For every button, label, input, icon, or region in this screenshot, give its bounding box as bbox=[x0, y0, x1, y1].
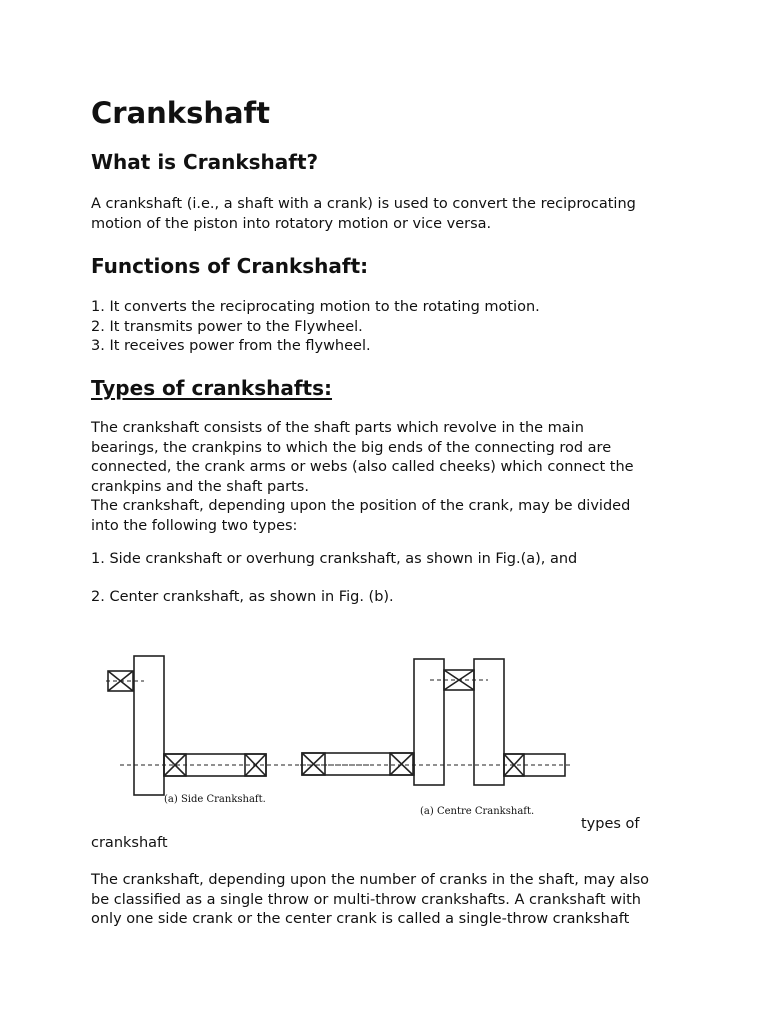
crankshaft-types-figure bbox=[100, 650, 580, 820]
list-item: 1. It converts the reciprocating motion to the rotating motion. bbox=[91, 299, 540, 315]
text-line: crankpins and the shaft parts. bbox=[91, 478, 309, 495]
text-line: only one side crank or the center crank is called a single-throw crankshaft bbox=[91, 911, 630, 927]
text-line: into the following two types: bbox=[91, 517, 298, 534]
text-line: motion of the piston into rotatory motion or vice versa. bbox=[91, 215, 492, 232]
text-line: bearings, the crankpins to which the big ends of the connecting rod are bbox=[91, 439, 612, 456]
paragraph-types bbox=[91, 419, 634, 536]
text-line: be classified as a single throw or multi-throw crankshafts. A crankshaft with bbox=[91, 891, 641, 908]
heading-types: Types of crankshafts: bbox=[91, 376, 333, 400]
heading-functions: Functions of Crankshaft: bbox=[91, 254, 369, 278]
figure-caption-centre: (a) Centre Crankshaft. bbox=[420, 806, 535, 817]
functions-list bbox=[91, 298, 540, 357]
figure-alt-text-line1: types of bbox=[581, 816, 640, 832]
text-line: The crankshaft consists of the shaft parts which revolve in the main bbox=[91, 420, 584, 436]
text-line: The crankshaft, depending upon the position of the crank, may be divided bbox=[91, 498, 631, 514]
text-line: 2. Center crankshaft, as shown in Fig. (b). bbox=[91, 589, 394, 605]
text-line: The crankshaft, depending upon the number of cranks in the shaft, may also bbox=[91, 872, 650, 888]
list-item: 3. It receives power from the flywheel. bbox=[91, 338, 371, 354]
text-line: A crankshaft (i.e., a shaft with a crank) is used to convert the reciprocating bbox=[91, 196, 636, 212]
type-item-center bbox=[91, 588, 394, 608]
paragraph-throw-types bbox=[91, 871, 649, 930]
paragraph-definition bbox=[91, 195, 636, 234]
text-line: connected, the crank arms or webs (also called cheeks) which connect the bbox=[91, 459, 634, 475]
heading-what-is-crankshaft: What is Crankshaft? bbox=[91, 150, 319, 174]
centre-crankshaft-diagram bbox=[300, 659, 572, 817]
list-item: 2. It transmits power to the Flywheel. bbox=[91, 318, 363, 335]
text-line: 1. Side crankshaft or overhung crankshaft, as shown in Fig.(a), and bbox=[91, 551, 578, 567]
figure-alt-text-line2: crankshaft bbox=[91, 835, 168, 851]
side-crankshaft-diagram bbox=[106, 656, 370, 805]
type-item-side bbox=[91, 550, 577, 570]
page-title: Crankshaft bbox=[91, 96, 271, 130]
figure-caption-side: (a) Side Crankshaft. bbox=[164, 794, 266, 805]
